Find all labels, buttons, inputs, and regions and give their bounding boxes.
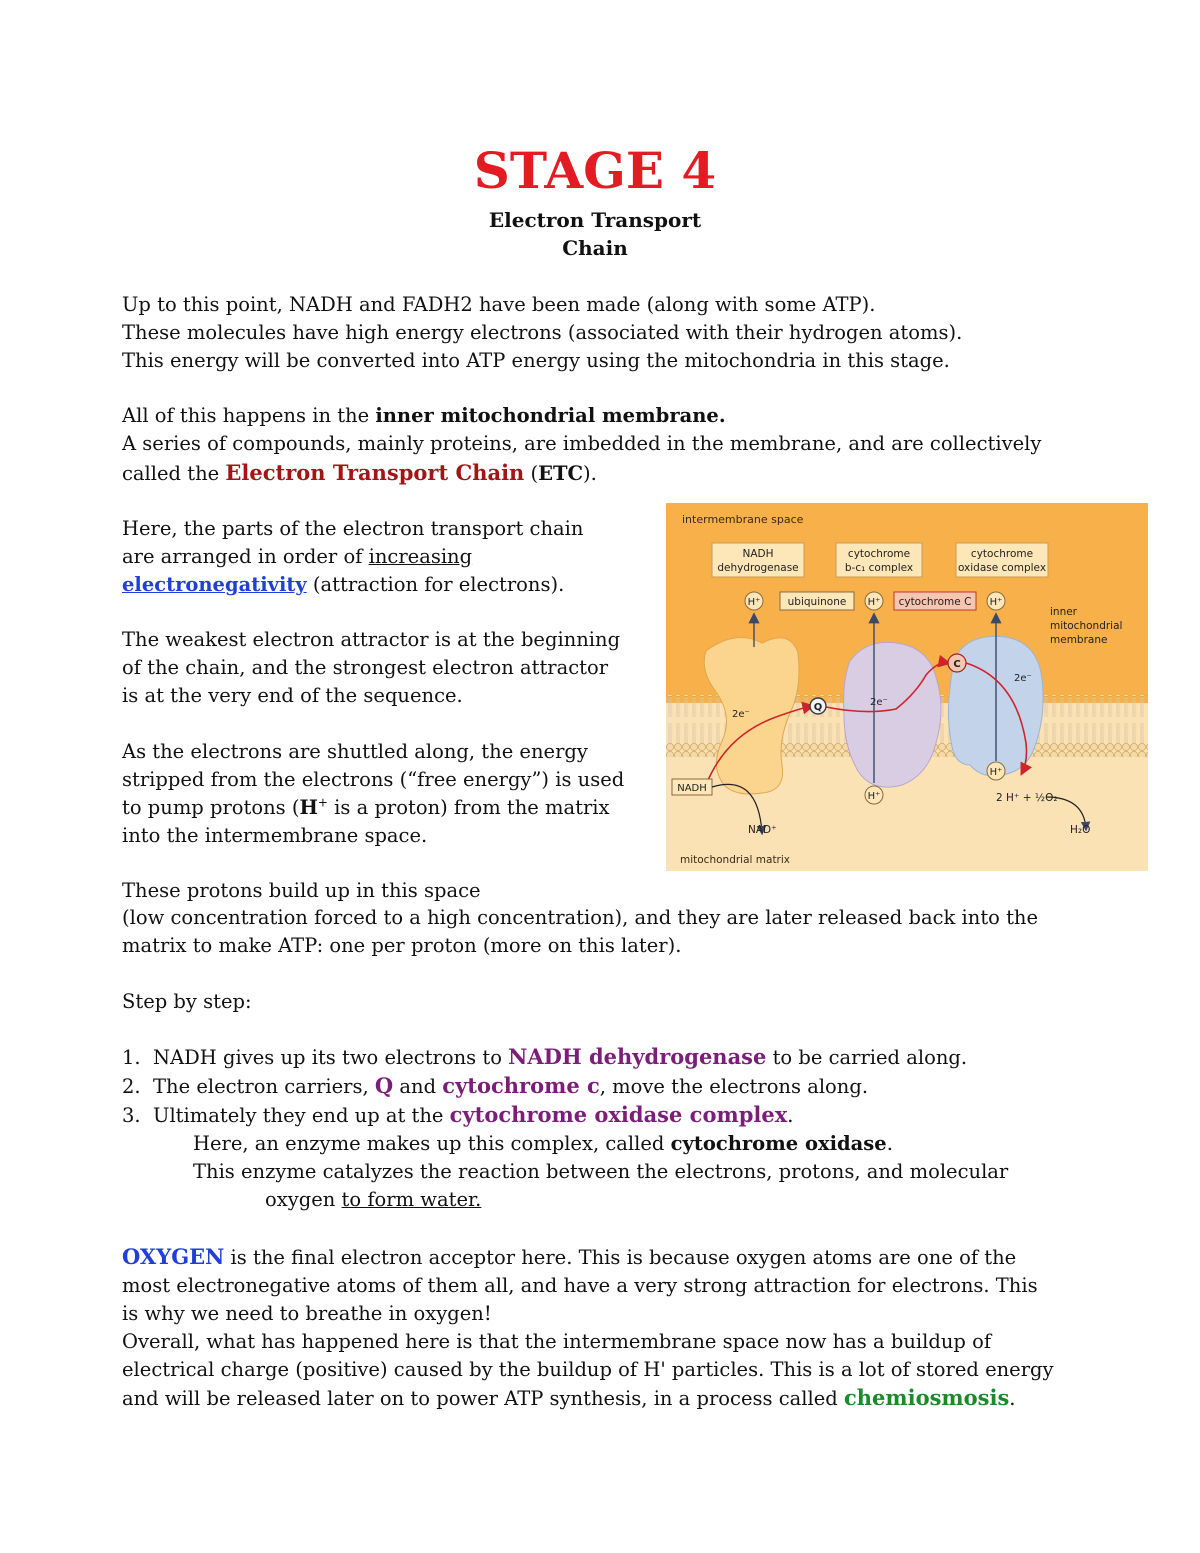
text-run: + [317,795,328,810]
oxygen-reaction-label: 2 H⁺ + ½O₂ [996,792,1058,804]
page-title: STAGE 4 [473,141,717,200]
cytochrome-c-label: cytochrome C [898,596,972,608]
arrangement-line-2 [122,543,472,571]
buildup-line-1: These protons build up in this space [122,879,481,902]
buildup-line-3: matrix to make ATP: one per proton (more on this later). [122,934,682,957]
oxygen-line-5: electrical charge (positive) caused by the buildup of H' particles. This is a lot of stored energy [122,1358,1054,1381]
arrangement-line-3 [122,571,564,599]
q-term: Q [374,1073,394,1098]
text-run: All of this happens in the [122,404,376,427]
oxygen-line-1 [122,1243,1016,1272]
cytochrome-oxidase-label-2: oxidase complex [957,562,1047,574]
h-plus-label-3: H⁺ [989,597,1003,608]
two-electron-label-2: 2e⁻ [870,697,888,708]
text-run: , move the electrons along. [599,1075,869,1098]
two-electron-label-3: 2e⁻ [1014,673,1032,684]
step-2 [122,1072,868,1101]
matrix-label: mitochondrial matrix [680,854,791,866]
text-run: 1. [122,1046,141,1069]
shuttle-line-4: into the intermembrane space. [122,824,428,847]
text-run: and will be released later on to power ATP synthesis, in a process called [122,1387,844,1410]
text-run: ). [583,462,597,485]
nadh-dehydrogenase-term: NADH dehydrogenase [508,1044,767,1069]
text-run: Ultimately they end up at the [153,1104,450,1127]
form-water-underlined: to form water. [341,1188,482,1211]
cytochrome-bc1-label-1: cytochrome [847,548,911,560]
weakest-line-1: The weakest electron attractor is at the beginning [122,628,621,651]
nad-plus-label: NAD⁺ [748,824,777,836]
nadh-dehydrogenase-label-2: dehydrogenase [717,562,799,574]
text-run: called the [122,462,226,485]
ubiquinone-label: ubiquinone [787,596,847,608]
text-run: is a proton) from the matrix [327,796,610,819]
text-run: and [393,1075,443,1098]
step-3-sub-3 [265,1186,481,1214]
text-run: Here, an enzyme makes up this complex, called [193,1132,671,1155]
steps-heading: Step by step: [122,990,252,1013]
weakest-line-2: of the chain, and the strongest electron attractor [122,656,609,679]
h-plus-label-2: H⁺ [867,597,881,608]
cytochrome-c-term: cytochrome c [442,1073,600,1098]
text-run: are arranged in order of [122,545,369,568]
text-run: 2. [122,1075,141,1098]
nadh-dehydrogenase-label-1: NADH [742,548,774,560]
etc-term: Electron Transport Chain [225,460,525,485]
text-run: oxygen [265,1188,342,1211]
cytochrome-oxidase-label-1: cytochrome [970,548,1034,560]
text-run: The electron carriers, [153,1075,375,1098]
oxygen-term: OXYGEN [122,1244,225,1269]
shuttle-line-1: As the electrons are shuttled along, the energy [122,740,588,763]
subtitle-line-1: Electron Transport [488,208,702,232]
inner-membrane-term: inner mitochondrial membrane [375,404,719,427]
oxygen-line-2: most electronegative atoms of them all, and have a very strong attraction for electrons. This [122,1274,1038,1297]
location-line-3 [122,459,597,488]
text-run: NADH gives up its two electrons to [153,1046,509,1069]
step-3-sub-1 [193,1130,893,1158]
intermembrane-space-label: intermembrane space [682,513,804,526]
oxygen-line-6 [122,1384,1015,1413]
nadh-label: NADH [677,783,707,794]
text-run: to be carried along. [766,1046,968,1069]
text-run: (attraction for electrons). [306,573,565,596]
etc-abbr: ETC [538,462,584,485]
location-line-2: A series of compounds, mainly proteins, are imbedded in the membrane, and are collectively [122,432,1042,455]
weakest-line-3: is at the very end of the sequence. [122,684,463,707]
h-plus-label-5: H⁺ [989,767,1003,778]
etc-diagram-svg [666,503,1148,871]
shuttle-line-2: stripped from the electrons (“free energy”) is used [122,768,625,791]
step-3 [122,1101,793,1130]
buildup-line-2: (low concentration forced to a high concentration), and they are later released back into the [122,906,1039,929]
increasing-underlined: increasing [368,545,473,568]
oxygen-line-3: is why we need to breathe in oxygen! [122,1302,492,1325]
proton-symbol: H [299,796,318,819]
ubiquinone-q-label: Q [813,702,823,713]
intro-line-1: Up to this point, NADH and FADH2 have been made (along with some ATP). [122,293,876,316]
text-run: . [718,404,726,427]
text-run: 3. [122,1104,141,1127]
h-plus-label-4: H⁺ [867,791,881,802]
chemiosmosis-term: chemiosmosis [843,1385,1010,1410]
arrangement-line-1: Here, the parts of the electron transport chain [122,517,584,540]
shuttle-line-3 [122,794,610,822]
text-run: to pump protons ( [122,796,300,819]
intro-line-2: These molecules have high energy electrons (associated with their hydrogen atoms). [122,321,963,344]
intro-line-3: This energy will be converted into ATP energy using the mitochondria in this stage. [122,349,950,372]
cytochrome-oxidase-term: cytochrome oxidase [670,1132,887,1155]
text-run: . [886,1132,893,1155]
step-1 [122,1043,967,1072]
text-run: is the final electron acceptor here. This is because oxygen atoms are one of the [224,1246,1017,1269]
cytochrome-oxidase-complex-term: cytochrome oxidase complex [449,1102,788,1127]
h-plus-label-1: H⁺ [747,597,761,608]
electronegativity-link[interactable]: electronegativity [122,573,307,596]
water-label: H₂O [1070,824,1091,836]
subtitle-line-2: Chain [562,236,628,260]
two-electron-label-1: 2e⁻ [732,709,750,720]
cytochrome-c-carrier-label: C [953,659,961,670]
inner-membrane-label-3: membrane [1050,634,1108,646]
cytochrome-bc1-label-2: b-c₁ complex [844,562,914,574]
inner-membrane-label-1: inner [1050,606,1078,618]
step-3-sub-2: This enzyme catalyzes the reaction between the electrons, protons, and molecular [193,1160,1009,1183]
text-run: . [1009,1387,1016,1410]
text-run: ( [524,462,539,485]
text-run: . [787,1104,794,1127]
inner-membrane-label-2: mitochondrial [1050,620,1123,632]
oxygen-line-4: Overall, what has happened here is that the intermembrane space now has a buildup of [122,1330,992,1353]
page-subtitle [0,206,1190,262]
etc-diagram [666,503,1148,871]
complex-iii-shape [844,642,941,787]
location-line-1 [122,402,726,430]
